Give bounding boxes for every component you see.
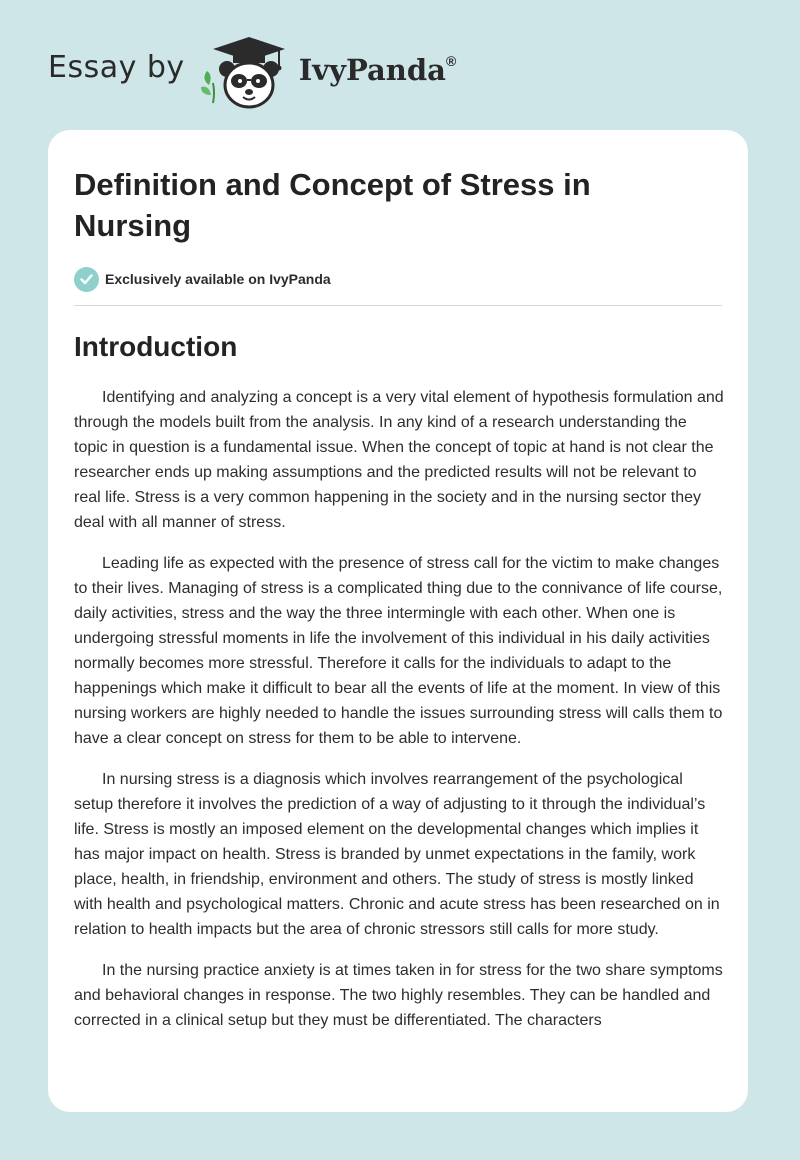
- check-icon: [74, 267, 99, 292]
- paragraph: In the nursing practice anxiety is at times taken in for stress for the two share symptoms and behavioral changes in response. The two highly resembles. They can be handled and corrected in a clinical setup but they must be differentiated. The characters: [74, 962, 723, 1029]
- brand-name[interactable]: IvyPanda®: [298, 53, 457, 87]
- exclusive-badge: [74, 264, 722, 294]
- panda-graduate-icon[interactable]: [199, 33, 291, 111]
- divider: [74, 305, 722, 306]
- paragraph: In nursing stress is a diagnosis which involves rearrangement of the psychological setup therefore it involves the prediction of a way of adjusting to it through the individual’s life. Stress is mostly an imposed element on the developmental changes which implies it has major impact on health. Stress is branded by unmet expectations in the family, work place, health, in friendship, environment and others. The study of stress is mostly linked with health and psychological matters. Chronic and acute stress has been researched on in relation to health impacts but the area of chronic stressors still calls for more study.: [74, 771, 720, 938]
- registered-mark: ®: [445, 53, 457, 69]
- essay-card: [48, 130, 748, 1112]
- essay-title: Definition and Concept of Stress in Nursing: [74, 167, 591, 243]
- site-header: [48, 32, 456, 112]
- section-heading: Introduction: [74, 331, 238, 362]
- exclusive-label: Exclusively available on IvyPanda: [105, 271, 331, 287]
- paragraph: Leading life as expected with the presence of stress call for the victim to make changes to their lives. Managing of stress is a complicated thing due to the connivance of life course, daily activities, stress and the way the three intermingle with each other. When one is undergoing stressful moments in life the involvement of this individual in his daily activities normally becomes more stressful. Therefore it calls for the individuals to adapt to the happenings which make it difficult to bear all the events of life at the moment. In view of this nursing workers are highly needed to handle the issues surrounding stress will calls them to have a clear concept on stress for them to be able to intervene.: [74, 555, 723, 747]
- paragraph: Identifying and analyzing a concept is a very vital element of hypothesis formulation and through the models built from the analysis. In any kind of a research understanding the topic in question is a fundamental issue. When the concept of topic at hand is not clear the researcher ends up making assumptions and the predicted results will not be relevant to real life. Stress is a very common happening in the society and in the nursing sector they deal with all manner of stress.: [74, 389, 724, 531]
- essay-by-label: Essay by: [48, 49, 185, 85]
- essay-body: [74, 385, 722, 1033]
